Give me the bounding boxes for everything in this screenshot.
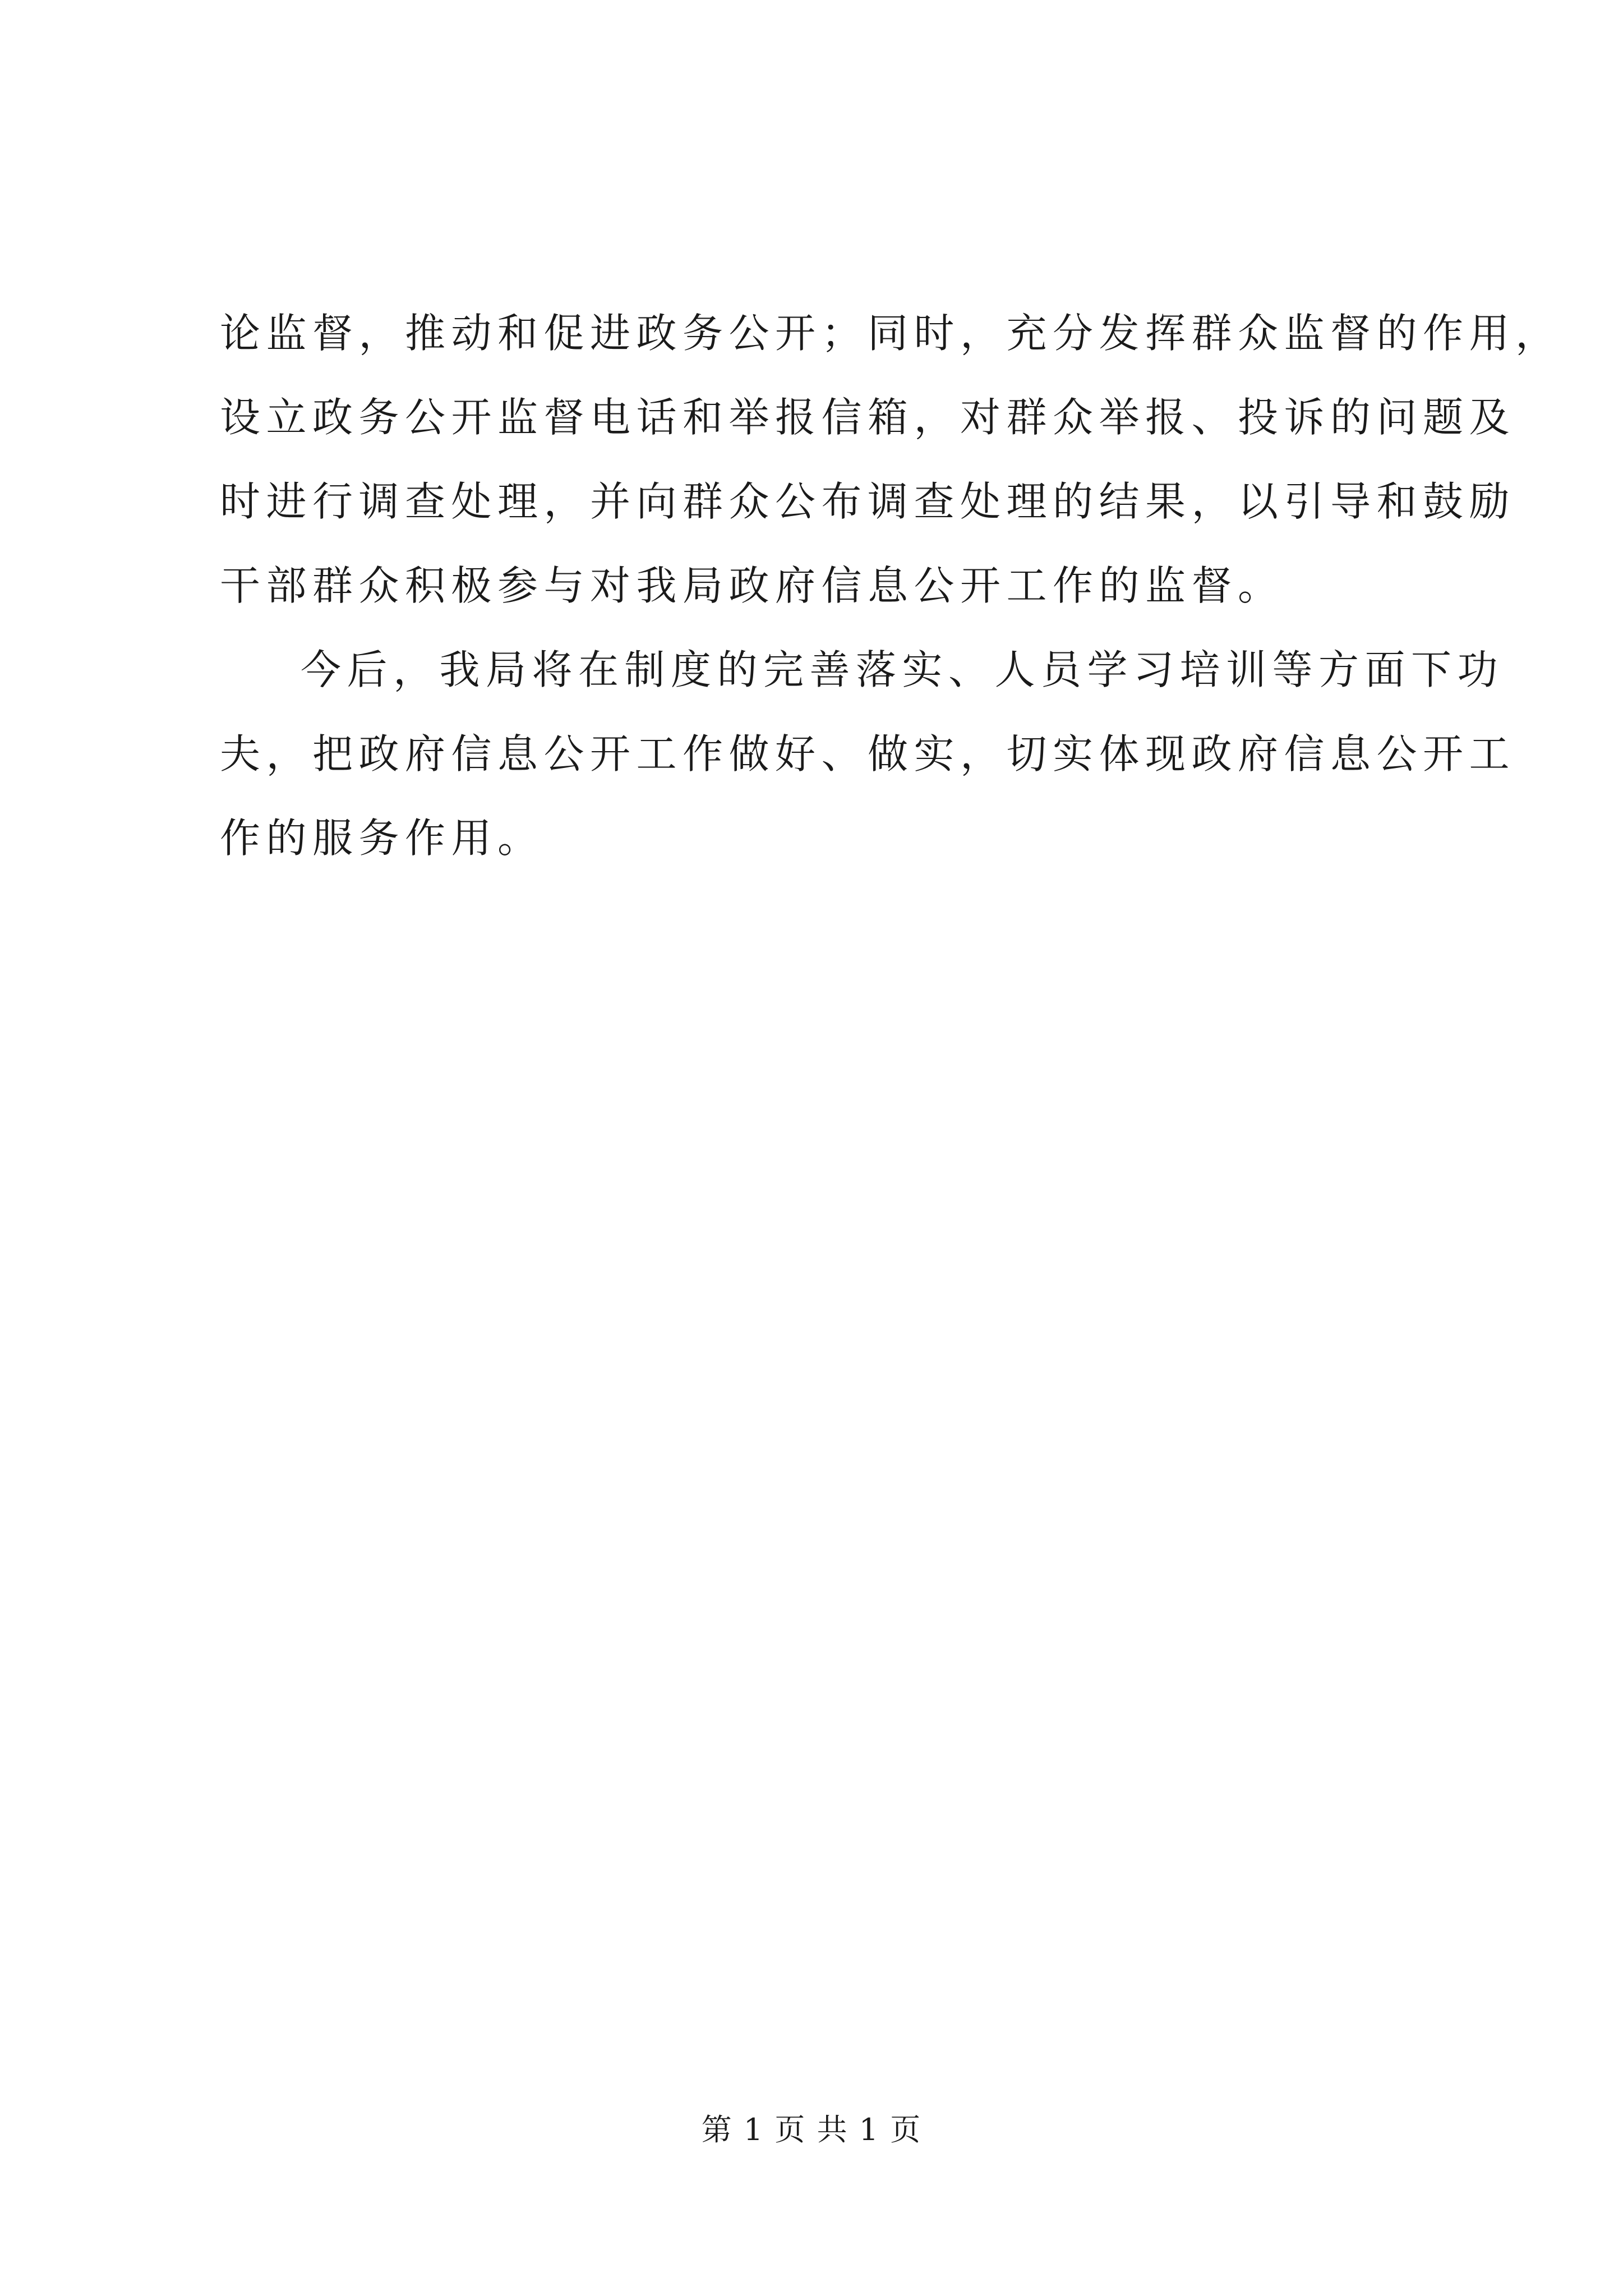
paragraph-line: 设立政务公开监督电话和举报信箱，对群众举报、投诉的问题及 bbox=[220, 394, 1516, 441]
paragraph-line: 干部群众积极参与对我局政府信息公开工作的监督。 bbox=[220, 562, 1284, 609]
page-footer: 第 1 页 共 1 页 bbox=[701, 2112, 922, 2147]
body-text bbox=[220, 303, 1562, 892]
paragraph-line: 夫，把政府信息公开工作做好、做实，切实体现政府信息公开工 bbox=[220, 730, 1516, 777]
paragraph-line: 论监督，推动和促进政务公开；同时，充分发挥群众监督的作用， bbox=[220, 310, 1562, 357]
paragraph-line: 作的服务作用。 bbox=[220, 815, 544, 862]
paragraph-line: 时进行调查处理，并向群众公布调查处理的结果，以引导和鼓励 bbox=[220, 478, 1516, 525]
paragraph-line: 今后，我局将在制度的完善落实、人员学习培训等方面下功 bbox=[301, 646, 1504, 693]
